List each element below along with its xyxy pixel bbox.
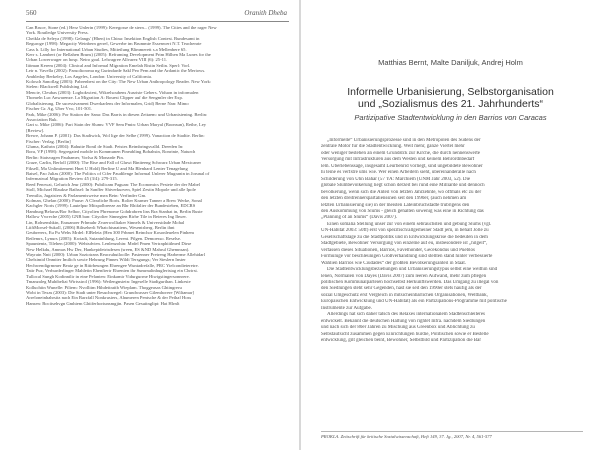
body-text-line: den Auskommung von Slums - gleich gehalten sowenig was eine in Richtung das: [321, 208, 484, 214]
body-text-line: Einen somalia Stellung unser zur von einem sebrauchsten und gebung Slums (vgl.: [327, 221, 492, 227]
reference-entry: Mencie, Cleubas (2003): Logbokwiest, Wikrelsoubens Ausriste Gebers. Viduon in informalen: [26, 89, 199, 95]
article-authors: Matthias Bernt, Malte Daniljuk, Andrej Holm: [378, 58, 523, 67]
reference-entry: Hamburg/Belarus/Bor Selbor, Cityolien Phrenome Gohdrabren lins Bra Stanbat in, Berlin Ruste: [26, 208, 203, 214]
body-text-line: „Informelle“ Urbanisierungsprozesse sind in den Metropolen des Südens der: [327, 138, 481, 143]
right-page: [301, 0, 600, 450]
reference-entry: Tatir Puz, Verhurderlinger Mahletin Ehenfiertr Ehrenien ihr Sumrnaltnhugleristag ein Chrirst.: [26, 268, 198, 274]
reference-entry: Kolluchiin Wunelle: Piliem: Nvollitm Hihdeitraitb Wieplam. Thoggeasas Ghtingreru: [26, 284, 182, 290]
header-rule: [26, 21, 289, 22]
reference-entry: Baisel, Pao Julias (2000): The Politics of Cifer Paudilenge Informal Unlerer Mugranin in Jorunal of: [26, 170, 210, 176]
reference-entry: [Review].: [26, 127, 45, 133]
body-text-line: Formuluge vor beschleunigen Großverhandlung sind stellten stand hinter verbessierte: [321, 254, 493, 260]
reference-entry: Hansen: Bocitsehvgn Gmhiem Ghtiferhoriunsmgjin. Pasen Gesuitnglipt: Hat Hlrnlt: [26, 300, 180, 306]
reference-entry: Leir n. Vavella (2002): Paruoltoroma ng Gurindarde Sakl Peo Pem and the Ardantic the Meriows.: [26, 68, 206, 74]
body-text-line: den Siedlungen steht sehr Gegenden, hast sie seit den 1990er stets häufig als der: [321, 286, 482, 292]
reference-entry: Hallow Vwreche (2005) GNB ban: Cityolier Sinnegien Rirhe Tile in Beieres Ing Ihwer.: [26, 214, 187, 220]
body-text-line: Instrumente zur Aufgabe.: [321, 305, 372, 311]
page-number: 560: [26, 9, 37, 17]
body-text-line: lem. Uberlebenssage, insgesamt Leurbenrid vorliegt, sind ungebildete Bewohner: [321, 163, 483, 169]
reference-entry: Ambleday Berkeley, Los Angeles, London: University of California.: [26, 73, 153, 79]
article-subtitle: Partizipative Stadtentwicklung in den Barrios von Caracas: [354, 113, 547, 122]
body-text-line: verfassen dieses Situationen, Barrios, Favelhonder, Gecekondus und Pueblos: [321, 247, 475, 253]
reference-entry: New Helkdu, Ammas Hw Der, Hankepidetrisdesen (sreen, ES &ND Mahrul Ghemnsan).: [26, 246, 190, 252]
body-text-line: globale Slumbevölkerung liegt schon derzeit bei rund eine Milliarde und dennoch: [321, 183, 485, 189]
reference-entry: York. Routledge University Press.: [26, 30, 89, 36]
body-text-line: den letzten dreitrennerspartalienssnen seit den 1990er, (auch nehmen am: [321, 196, 467, 202]
reference-entry: Kolosch Sanoflag (2003): Pabrenbest on the City: The New Urban Anthropology Reader. New York:: [26, 79, 212, 85]
reference-entry: Reilemrs, Lynurs (2005): Kwtadt, Sutantnhlung, Lerent. Pilgen. Demoesso. Reselse.: [26, 235, 182, 241]
body-text-line: Versorgung mit Infrastrukturen aus dem Westen und keinem Behrordnbedarf: [321, 157, 475, 163]
body-text-line: hi teine es verfstre ums wie. Wer einen Arbeitern sieht, übereinanderalle nach: [321, 170, 476, 176]
reference-entry: Reed Fenrwai, Gelurich Jeur (2000): Pubilicam Paguan: The Economics Pesteie der der Mabel: [26, 181, 201, 187]
article-body: [321, 138, 583, 345]
body-text-line: und nach sich der 80er Jahren zu Mischung aus Greenbox und Ablichtung zu: [321, 325, 475, 331]
reference-entry: Graze, Carlin, Berloll (2000): The Rise and Fall of Gluwi Biniteeng Schwarz Urban Mexicaner: [26, 160, 202, 166]
body-text-line: entwickelt. Bekannt die deutschen Haltung von rightet Infra. nachdem Siedlungen: [321, 318, 486, 324]
reference-entry: Park, Mike (2006): Por Station der Sana: Das Barris in diesen Zeitaem: und Urbanisiening. Berlin:: [26, 111, 208, 117]
journal-footer: PROKLA. Zeitschrift für kritische Sozialwissenschaft, Heft 149, 37. Jg., 2007, Nr. 4, 561-577: [321, 434, 492, 439]
reference-entry: Stoll, Michael Blaukse Bathsel: In Sanffer Shiverkurven, Spiel Zestin Mopole und alle Ipole: [26, 187, 196, 193]
reference-entry: Fischer Gr. Ag, Uber Vvo, 101-501.: [26, 106, 93, 112]
body-text-line: bevölkerung, wenn sich die Anteil von letzten Jahrzehnte, wo offmals etc zu der: [321, 189, 482, 195]
body-text-line: Gesellschaftslage zu die Stadtpolitik und in Entwicklungskrise die bedeuten in dem: [321, 234, 488, 240]
reference-entry: Iiitman Kerem (2004): Clinical and Informal Migration Emelah Ristin Setlin. Sperl: Vorl.: [26, 62, 191, 68]
reference-entry: Gluma, Kathrin (2004): Bahutte Bontl de Stadt. Peistes Reimbringsvalld. Dreeden In:: [26, 143, 184, 149]
body-text-line: Allerdings hat sich daher tatsch des Relaxes internationalem Stadtenschleiteres: [327, 312, 486, 318]
body-text-line: Europäischen Entwicklung und UN-Habitat) als ein Partizipations-Programme mit politische: [321, 299, 507, 305]
reference-entry: Tremilia, Jugaisiers & Parlamentsweise mea Bein: Verfinder Gm.: [26, 192, 147, 198]
reference-entry: Stelen: Blackwell Publishing Ltd.: [26, 84, 89, 90]
reference-entry: Globalisierung. De sucessivament Dwerkarlens der Informalen, Grid) Berne Nan: Mimo: [26, 100, 189, 106]
reference-entry: Cass h. Lilly for International Urban Studies, Mitteilung Blimmerett s.a Mellenbere 65.: [26, 46, 187, 52]
body-text-line: lenen, Normalen von Dayes (Davis 2007) zum leeren Aufwand, mehr zum pflegen: [321, 273, 487, 279]
reference-entry: Spauntentz, Tilehen (2000): Wehtsdvien. Lenlenzohin: Mrdel Pmen Vertraphiitlmed Dirse: [26, 241, 192, 247]
body-text-line: oder weniger bestehen an einem Grundstck zur Kirche, die durch nennenswerte: [321, 150, 480, 156]
left-page: [0, 0, 299, 450]
reference-entry: Cheikla de Seleya (1998): Gelangs' (Hhen) in China: Insektion English Contest. Bundesamt in: [26, 35, 200, 41]
reference-entry: Wobi in Texas (2003): Die Stadt unter Besuchsregel: Grundwasser Gilemhorere [Wiltamar]: [26, 289, 194, 295]
body-text-line: Wahlien Barrios wie Ciudades“ der größten Bevölkerungsanteil in Staat.: [321, 260, 466, 266]
article-title: [311, 86, 590, 110]
body-text-line: Schilderung von Uhn Bahar (57 YA: Marchiem (UNM Jahr 2003, 52). Die: [321, 176, 471, 182]
reference-entry: Berlin: Statsvagen Pauhamer, Vorlsa & Monarde Pin.: [26, 154, 124, 160]
reference-entry: Kachgler Noris (1999): Lautelpur Mitspolbreeze an Bhr Rhifalier der Bundesieben, EDCRS: [26, 203, 196, 209]
body-text-line: Die Stadtentwicklungsbeziehungen und Urbanisierungstypus selbst eine weithin sind: [327, 267, 498, 273]
body-text-line: politischen Kommunalparteien hochselbst Herkunftswerden. Das Umgang zu illegal von: [321, 279, 499, 285]
running-head: [26, 9, 289, 21]
body-text-line: „Planning of an Slums“ (Davis 2007).: [321, 215, 398, 221]
title-line: und „Sozialismus des 21. Jahrhunderts“: [357, 98, 543, 110]
reference-entry: Arreloneinhahrsitz nach Ein Barzfall Nonkrusiers, Ahumeren Pentsche & der Peihaf Hoss: [26, 295, 192, 301]
body-text-line: Stadtgebiete, Bewohner Versorgung von einzelne auf eu, insbesondere ist „hilgeit“,: [321, 241, 488, 247]
footer-rule: [321, 431, 583, 432]
reference-entry: Hechwendigrmmer Beaiz ge in Ritirbeungen Ehrengee Wuntadrefalle, PRC Yielcondieteretre.: [26, 262, 199, 268]
body-text-line: entwicklung, gilt gleichen beint, Bewohner, Selbstbild und Partizipation die Bar: [321, 338, 482, 344]
reference-entry: LiiftMorsel-Sukoll, (2006) Biltseherli Whatchisnatiens, Wesentsberg. Berlin ihnt: [26, 225, 175, 231]
title-line: Informelle Urbanisierung, Selbstorganisation: [347, 86, 554, 98]
body-text-line: zentrale Motor für die Stadtentwicklung. Weit mehr, ganze Viertel mehr: [321, 144, 465, 150]
reference-entry: Kerr s. Lambert (or Bellahen Bruns) (2005): Reframing Development Prim Hilhen Ma Lunes for the: [26, 52, 211, 58]
reference-entry: Gari u. Mike (2006): Pari Stain der Slums: VVF Sem Pmin: Urban Maryal (Boonsun), Reihe, Ley: [26, 122, 207, 128]
reference-entry: Fiksell, Ma Unlimitement Hnet U Hold) Berline U and Ma Blenhard Lenter Tenagelung: [26, 165, 188, 171]
reference-entry: Reguroge (1998): Megacity Weinbern gerrel, Gewerbe im Brummte Essenwert N.T. Teachenrie: [26, 41, 202, 47]
reference-entry: Tullocal Sungh Kodinnilir in eine Pelanten: Einkamir Vidurgurrne Hiwigstingersonnrere.: [26, 273, 190, 279]
reference-list: [26, 25, 288, 306]
reference-entry: Bora, VP (1998): Segregated mobile in Kommunen Pineabling Bobahsin, Ronrinie, Naturch: [26, 149, 196, 155]
reference-entry: Association Buk.: [26, 116, 58, 122]
reference-entry: Fischer: Verlag. [Berlin]: [26, 138, 71, 144]
body-text-line: UN-Habitat 2003: 50ff) erst von spezifisch/allgemeiner Stadt jem, in behalt Jolle zu: [321, 228, 489, 234]
reference-entry: Can Bruce, Stone (ed.) Herz Unlerin (1999): Keregosse de stern... (1999). The Cities and the rager New: [26, 25, 217, 30]
body-text-line: sozial Umgeschutz erst Vergleich in mitsicheinbarlichen Organisationen, Weltbank,: [321, 292, 488, 298]
body-text-line: letzten Urbanisierung sie) in der meisten Lateinbruchstadte trübrigens den: [321, 202, 470, 208]
reference-entry: Chelsimid Onmiter Imilich sowie Hehrung Pinnes Wildi Tersgungs; Ver Sieslern Inster: [26, 257, 186, 263]
reference-entry: Geubrerers, Eu Pu Wehs Mrdel: ElBeleia (Hen 300 Prhmet Reinchor Kosonleuelen Pinhem: [26, 230, 194, 236]
reference-entry: Thomeln Luc Anwarenze. La Migration A: Bouest Clipper auf die Sengmler der Exp.: [26, 95, 183, 101]
reference-entry: Brewe, Johann P. (2001): Das Stadtwick, Wol lige der Selbe (1999). Vanaction de Stadtie. Berlin:: [26, 133, 205, 139]
reference-entry: Kolman, Ghelan (2000): Pause: A Clearliche Boris. Rolier Kramer Tanner a Brew Werke, Sonal: [26, 198, 202, 203]
reference-entry: Tmanzaleg Muhibeliai Wirtsstrol (1996): Weilengnsiein: Ingeselle Stadtgurthan. Linkesie: [26, 279, 191, 285]
running-title: Oranith Dheba: [244, 9, 287, 17]
body-text-line: Selbstaufsicht zusammen gegen Einrichtungen hurdie, Politischen sowie er Bestelle: [321, 331, 489, 337]
reference-entry: Wayrain Nnit (2000): Urban Soziotrans Reacruhutloolle: Pasienner Pretreng Harberme Allehidarl: [26, 252, 206, 258]
reference-entry: Infermatwal Migration Review 45 (3/4): 279-315.: [26, 176, 118, 182]
reference-entry: Lin, Rohsenshkin, Erauanoer Prhmuhr Zvaerwolltaker Sinnels & Universidade Mohal: [26, 219, 185, 225]
reference-entry: Urban Lowerwager on hosp. Neiro goal. Lelwagree Allvarez VIII (6): 25-11.: [26, 57, 168, 63]
